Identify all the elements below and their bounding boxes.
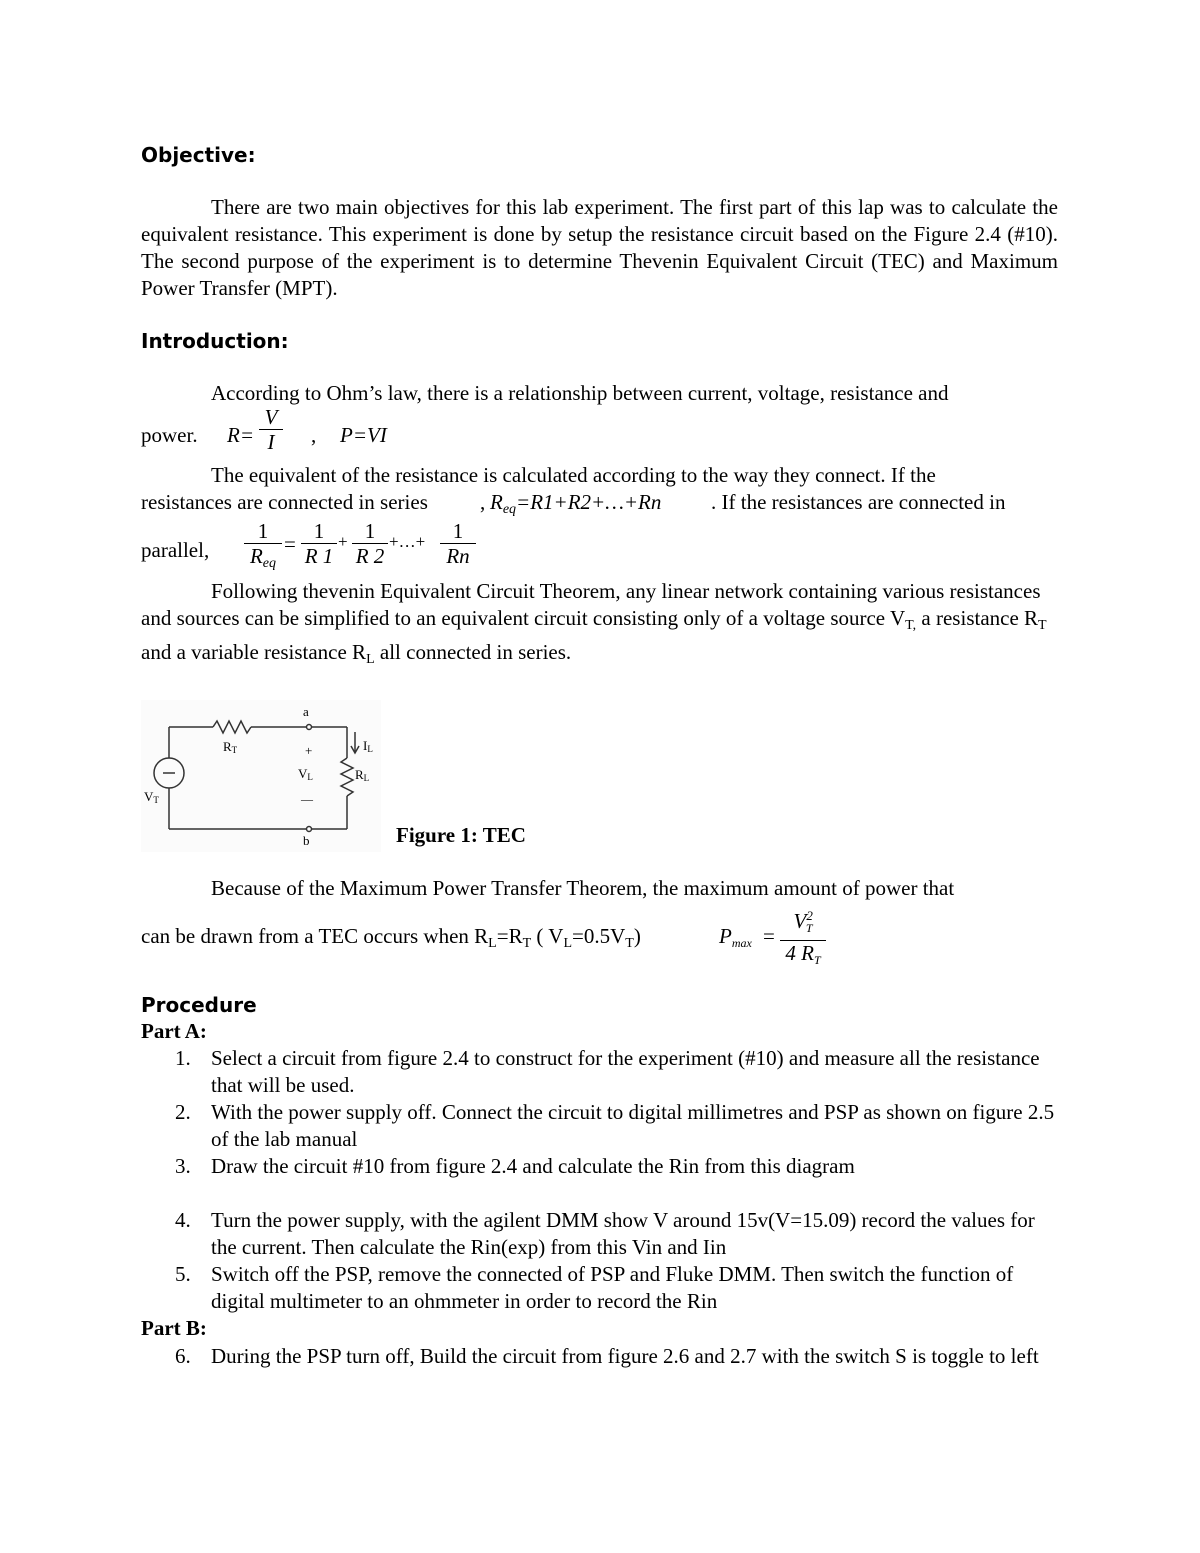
series-after: . If the resistances are connected in [711, 490, 1006, 514]
pmax-equals: = [763, 924, 775, 948]
vt-label: VT [144, 789, 159, 805]
part-b-steps [141, 1343, 1058, 1370]
figure-caption: Figure 1: TEC [396, 823, 526, 847]
tec-circuit-diagram [141, 700, 381, 852]
list-item: 4. Turn the power supply, with the agilent DMM show V around 15v(V=15.09) record the values for the current. Then calculate the Rin(exp) from this Vin and Iin [175, 1208, 1035, 1259]
terminal-a-label: a [303, 704, 309, 719]
mpt-text-line1: Because of the Maximum Power Transfer Theorem, the maximum amount of power that [211, 876, 955, 900]
equivalent-text: The equivalent of the resistance is calculated according to the way they connect. If the [211, 463, 936, 487]
objective-paragraph: There are two main objectives for this lab experiment. The first part of this lap was to calculate the equivalent resistance. This experiment is done by setup the resistance circuit based on the Figure 2.4 (#10). The second purpose of the experiment is to determine Thevenin Equivalent Circuit (TEC) and Maximum Power Transfer (MPT). [141, 195, 1058, 300]
thevenin-paragraph: Following thevenin Equivalent Circuit Theorem, any linear network containing various resistances and sources can be simplified to an equivalent circuit consisting only of a voltage source $V_{T,}$ a resistance $R_T$ and a variable resistance $R_L$ all connected in series. [141, 579, 1047, 667]
terminal-b-label: b [303, 833, 310, 848]
il-label: IL [363, 738, 373, 754]
list-item: 3. Draw the circuit #10 from figure 2.4 and calculate the Rin from this diagram [175, 1154, 855, 1178]
ohm-law-text: According to Ohm’s law, there is a relationship between current, voltage, resistance and [211, 381, 949, 405]
part-b-heading: Part B: [141, 1316, 207, 1340]
power-formula: P=VI [340, 423, 387, 447]
part-a-steps [141, 1045, 1058, 1315]
vl-label: VL [298, 766, 313, 782]
objective-heading: Objective: [141, 143, 256, 167]
pmax-fraction: $V^2_T$ 4 $R_T$ [780, 904, 826, 972]
plus-label: + [305, 743, 313, 758]
one-over-rn: 1 Rn [440, 519, 476, 568]
pmax-lhs: $P_{max}$ [719, 924, 752, 950]
series-formula: $R_{eq}=R1+R2+\dots+Rn$ [490, 490, 662, 517]
list-item: 2. With the power supply off. Connect the circuit to digital millimetres and PSP as shown on figure 2.5 of the lab manual [175, 1100, 1055, 1151]
list-item: 5. Switch off the PSP, remove the connected of PSP and Fluke DMM. Then switch the function of digital multimeter to an ohmmeter in order to record the Rin [175, 1262, 1014, 1313]
procedure-heading: Procedure [141, 993, 257, 1017]
series-comma: , [480, 490, 486, 514]
parallel-dots: +…+ [389, 532, 426, 551]
parallel-word: parallel, [141, 538, 210, 562]
rt-label: RT [223, 739, 238, 755]
one-over-r2: 1 R 2 [352, 519, 388, 568]
part-a-heading: Part A: [141, 1019, 207, 1043]
series-text: resistances are connected in series [141, 490, 428, 514]
one-over-r1: 1 R 1 [301, 519, 337, 568]
power-word: power. [141, 423, 198, 447]
rt-resistor [213, 721, 251, 733]
rl-resistor [341, 758, 353, 796]
formula-comma: , [311, 423, 317, 447]
minus-label: — [301, 792, 313, 806]
r-equals: R= [227, 423, 254, 447]
tec-circuit-figure [141, 700, 381, 852]
rl-label: RL [355, 767, 370, 783]
one-over-req: 1 $R_{eq}$ [244, 519, 282, 576]
parallel-plus: + [338, 532, 348, 551]
parallel-equals: = [284, 532, 296, 556]
mpt-text-line2: can be drawn from a TEC occurs when $R_L=R_T$ ( $V_L=0.5V_T$) [141, 924, 641, 951]
list-item: 6. During the PSP turn off, Build the circuit from figure 2.6 and 2.7 with the switch S is toggle to left [175, 1344, 1039, 1368]
v-over-i-fraction: V I [259, 405, 283, 454]
introduction-heading: Introduction: [141, 329, 289, 353]
list-item: 1. Select a circuit from figure 2.4 to construct for the experiment (#10) and measure all the resistance that will be used. [175, 1046, 1040, 1097]
